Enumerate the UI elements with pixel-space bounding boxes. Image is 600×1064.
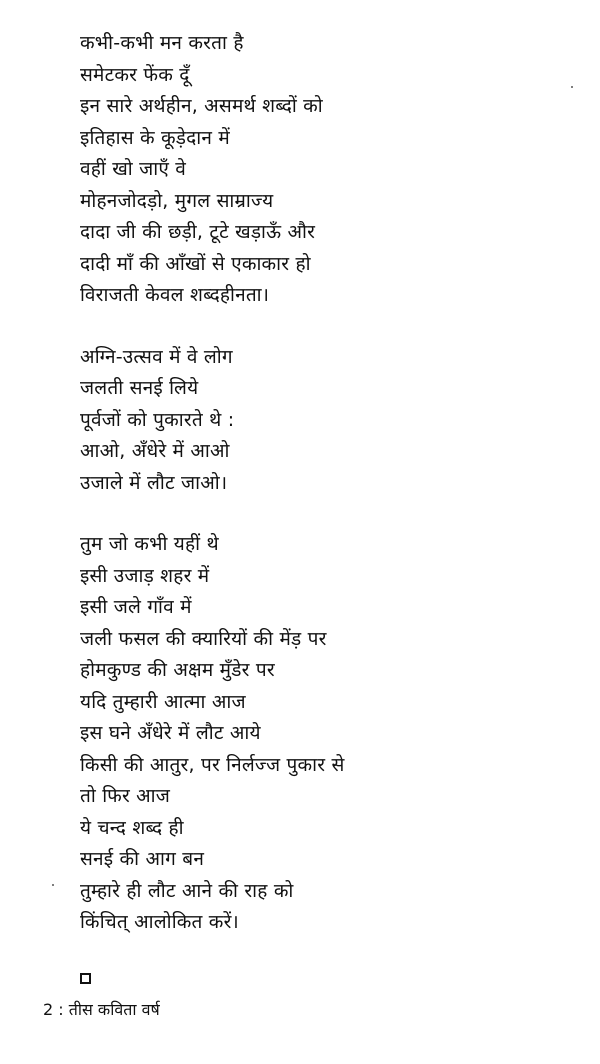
- poem-line: विराजती केवल शब्दहीनता।: [80, 284, 270, 306]
- poem-line: इस घने अँधेरे में लौट आये: [80, 722, 261, 744]
- poem-line: इसी उजाड़ शहर में: [80, 564, 210, 587]
- poem-line: यदि तुम्हारी आत्मा आज: [80, 690, 246, 713]
- poem-line: आओ, अँधेरे में आओ: [80, 440, 230, 462]
- scan-speck: [52, 884, 54, 886]
- stanza-1: [80, 28, 580, 312]
- poem-line: सनई की आग बन: [80, 848, 205, 870]
- poem-line: उजाले में लौट जाओ।: [80, 471, 228, 494]
- poem-line: दादा जी की छड़ी, टूटे खड़ाऊँ और: [80, 221, 316, 243]
- stanza-3: [80, 529, 580, 939]
- scan-speck: [571, 86, 573, 88]
- poem-line: जली फसल की क्यारियों की मेंड़ पर: [80, 627, 327, 650]
- poem-line: कभी-कभी मन करता है: [80, 32, 244, 54]
- poem-line: इन सारे अर्थहीन, असमर्थ शब्दों को: [80, 95, 323, 117]
- poem-line: होमकुण्ड की अक्षम मुँडेर पर: [80, 659, 275, 681]
- end-mark-square: [80, 973, 91, 984]
- poem: [80, 28, 580, 939]
- book-title: तीस कविता वर्ष: [68, 1000, 160, 1019]
- poem-line: इतिहास के कूड़ेदान में: [80, 126, 230, 149]
- poem-line: तो फिर आज: [80, 785, 171, 807]
- poem-line: समेटकर फेंक दूँ: [80, 63, 190, 86]
- poem-line: मोहनजोदड़ो, मुगल साम्राज्य: [80, 189, 274, 212]
- page-number: 2: [43, 1000, 54, 1019]
- footer-separator: :: [58, 1000, 64, 1019]
- poem-line: तुम्हारे ही लौट आने की राह को: [80, 879, 294, 902]
- poem-line: ये चन्द शब्द ही: [80, 816, 184, 839]
- poem-line: किसी की आतुर, पर निर्लज्ज पुकार से: [80, 753, 345, 776]
- poem-line: किंचित् आलोकित करें।: [80, 911, 239, 933]
- page-footer: [43, 998, 160, 1022]
- stanza-2: [80, 342, 580, 500]
- poem-line: दादी माँ की आँखों से एकाकार हो: [80, 252, 311, 275]
- poem-line: अग्नि-उत्सव में वे लोग: [80, 345, 233, 368]
- poem-line: जलती सनई लिये: [80, 377, 199, 399]
- poem-line: इसी जले गाँव में: [80, 596, 192, 618]
- poem-line: पूर्वजों को पुकारते थे :: [80, 408, 235, 431]
- poem-line: वहीं खो जाएँ वे: [80, 158, 187, 180]
- poem-line: तुम जो कभी यहीं थे: [80, 533, 219, 555]
